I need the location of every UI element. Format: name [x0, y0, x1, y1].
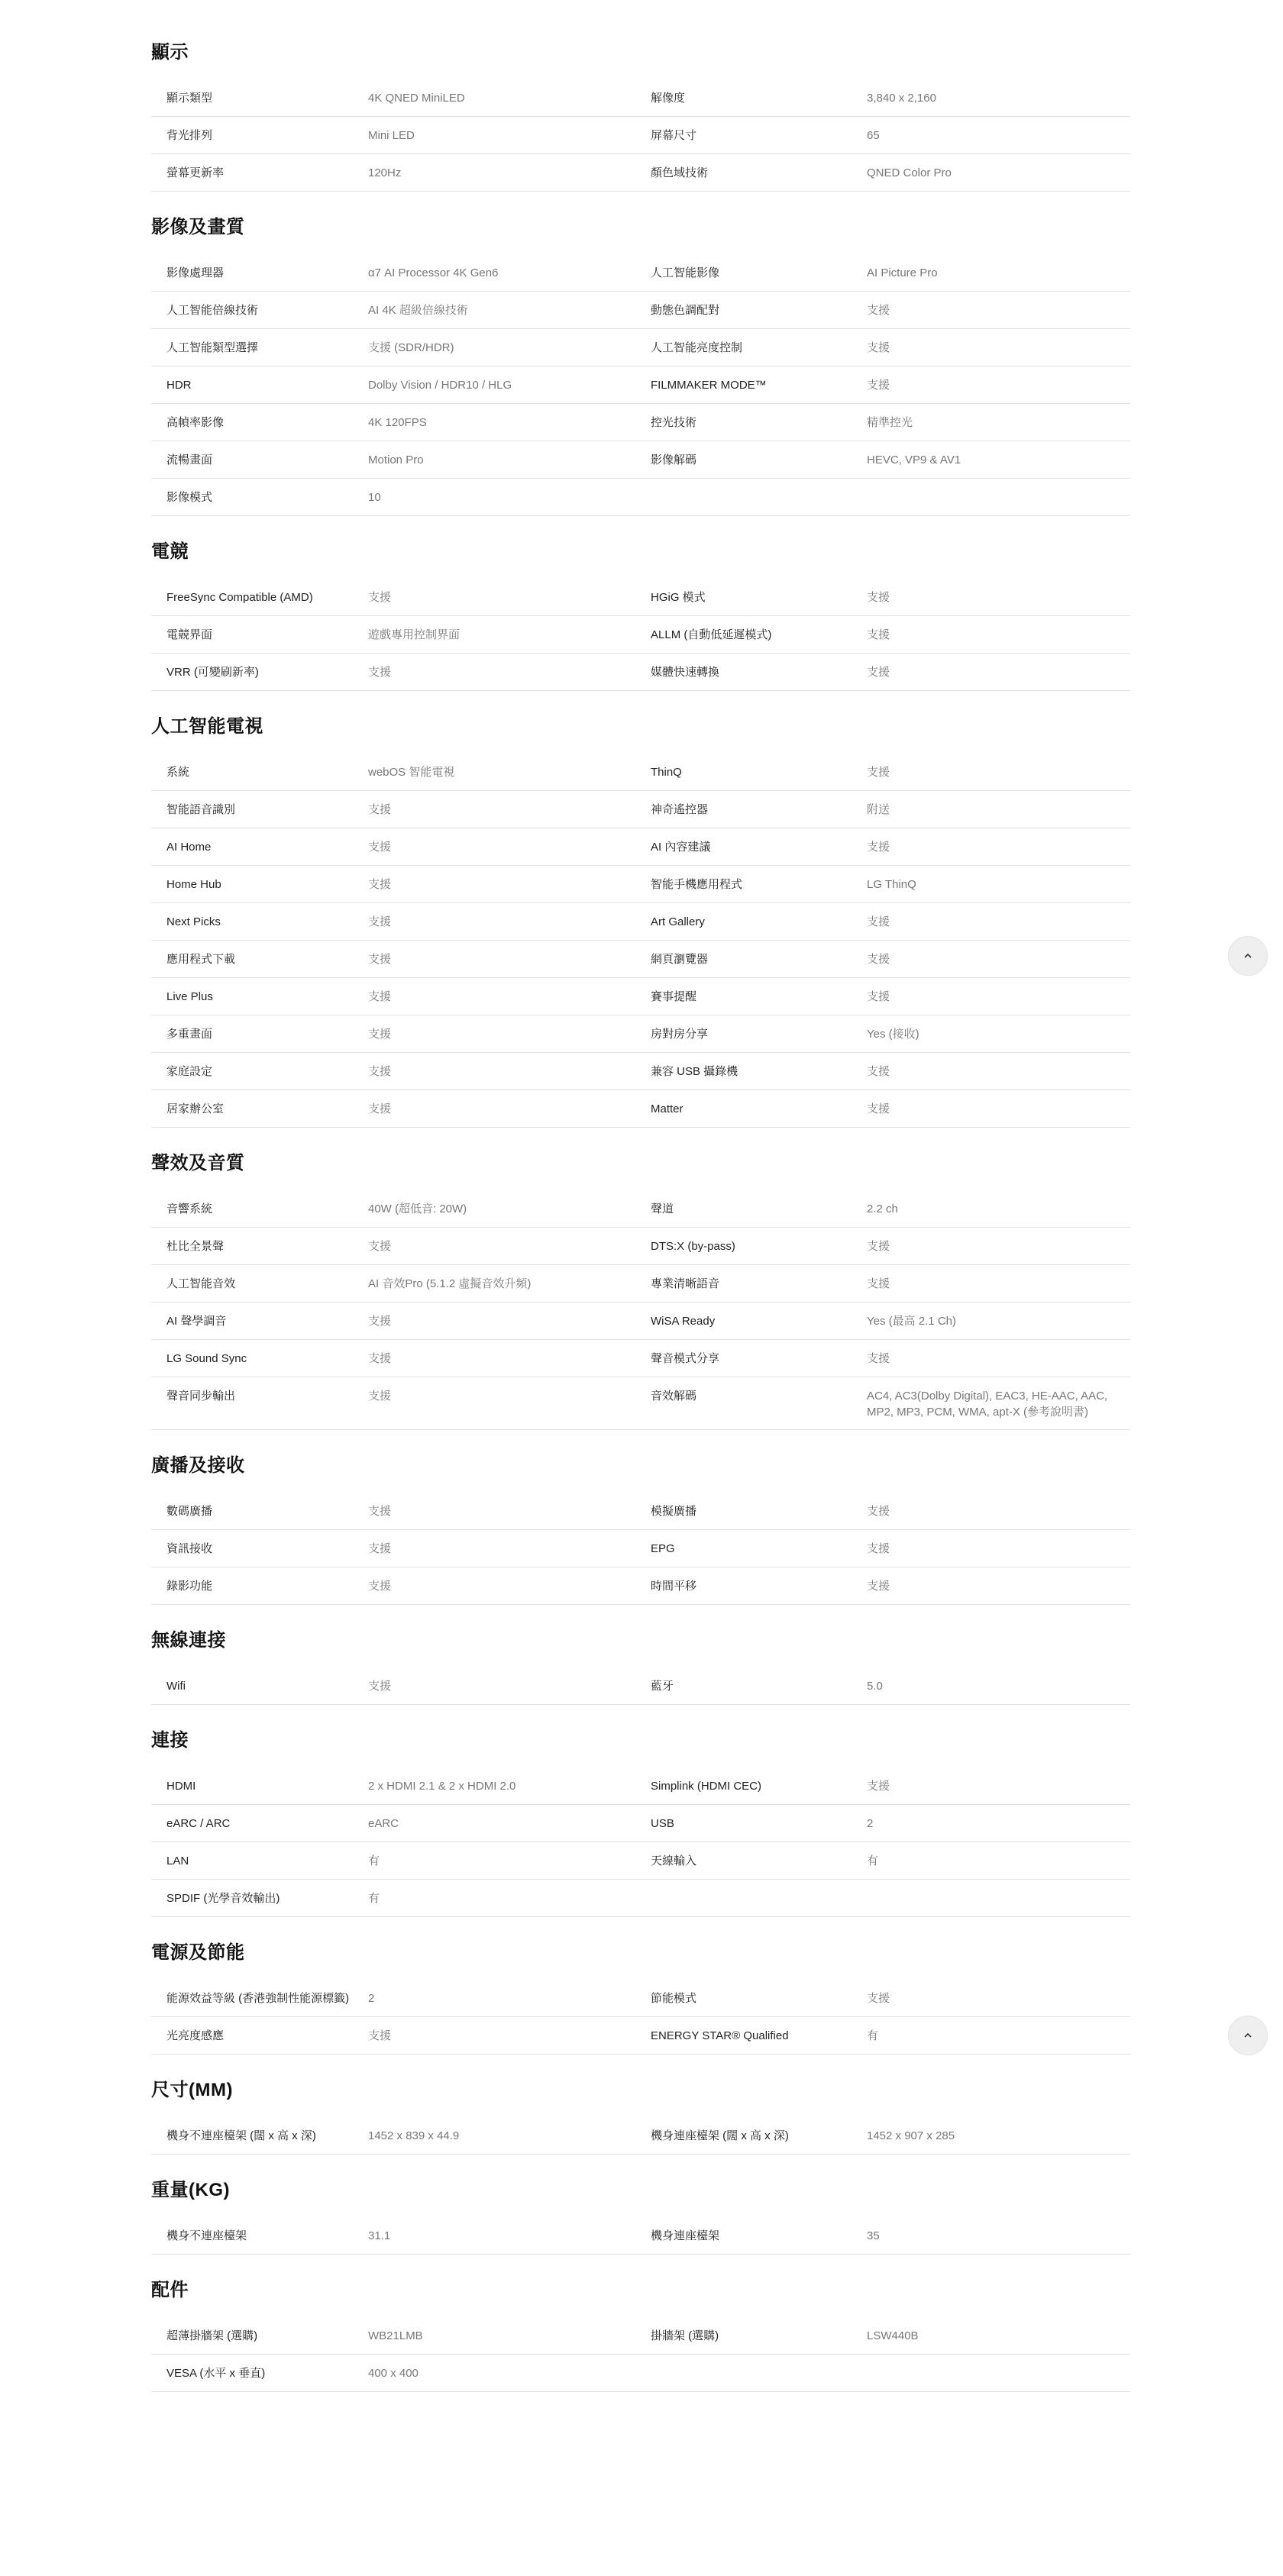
- spec-value: 精準控光: [867, 416, 913, 429]
- spec-label: Wifi: [166, 1680, 186, 1693]
- spec-label: 智能語音識別: [166, 803, 236, 816]
- spec-label: 顏色域技術: [651, 166, 709, 179]
- spec-value: 附送: [867, 803, 890, 816]
- spec-label: 動態色調配對: [651, 304, 720, 317]
- spec-row: [151, 479, 1130, 516]
- spec-row: [151, 1190, 1130, 1228]
- spec-value: Mini LED: [368, 129, 415, 142]
- spec-row: [151, 1567, 1130, 1605]
- spec-label: 高幀率影像: [166, 416, 225, 429]
- spec-label: HGiG 模式: [651, 591, 706, 604]
- spec-value: 支援: [867, 304, 890, 317]
- spec-row: [151, 2017, 1130, 2055]
- spec-value: 支援: [867, 953, 890, 966]
- spec-value: 支援: [867, 1580, 890, 1593]
- spec-label: 神奇遙控器: [651, 803, 709, 816]
- chevron-up-icon: [1242, 950, 1254, 962]
- spec-value: 120Hz: [368, 166, 402, 179]
- spec-value: 支援: [368, 1580, 392, 1593]
- spec-label: FILMMAKER MODE™: [651, 379, 767, 392]
- spec-value: 支援: [867, 766, 890, 779]
- spec-value: 支援: [867, 1542, 890, 1555]
- spec-label: 節能模式: [651, 1992, 697, 2005]
- spec-row: [151, 978, 1130, 1015]
- spec-value: 支援: [867, 990, 890, 1003]
- spec-value: LSW440B: [867, 2329, 919, 2342]
- spec-row: [151, 754, 1130, 791]
- spec-label: 超薄掛牆架 (選購): [166, 2329, 258, 2342]
- section-title: 無線連接: [151, 1630, 226, 1651]
- spec-label: Simplink (HDMI CEC): [651, 1780, 762, 1793]
- spec-label: 智能手機應用程式: [651, 878, 743, 891]
- section-title: 電競: [151, 541, 189, 562]
- spec-value: 10: [368, 491, 381, 504]
- spec-row: [151, 154, 1130, 192]
- spec-row: [151, 1767, 1130, 1805]
- spec-row: [151, 1880, 1130, 1917]
- spec-section: [151, 2168, 1130, 2255]
- spec-label: 天線輸入: [651, 1855, 697, 1867]
- spec-label: 音效解碼: [651, 1390, 697, 1403]
- spec-value: α7 AI Processor 4K Gen6: [368, 266, 499, 279]
- spec-value: 支援: [867, 341, 890, 354]
- spec-value: LG ThinQ: [867, 878, 916, 891]
- spec-value: AI 音效Pro (5.1.2 虛擬音效升頻): [368, 1277, 532, 1290]
- spec-row: [151, 366, 1130, 404]
- section-title: 尺寸(MM): [151, 2080, 233, 2100]
- spec-label: 房對房分享: [651, 1028, 709, 1041]
- spec-label: 影像模式: [166, 491, 213, 504]
- section-title: 連接: [151, 1730, 189, 1751]
- spec-row: [151, 654, 1130, 691]
- spec-label: 居家辦公室: [166, 1102, 225, 1115]
- spec-value: 支援 (SDR/HDR): [368, 341, 454, 354]
- spec-value: 31.1: [368, 2229, 391, 2242]
- spec-label: 電競界面: [166, 628, 213, 641]
- spec-row: [151, 1053, 1130, 1090]
- spec-label: DTS:X (by-pass): [651, 1240, 735, 1253]
- section-title: 人工智能電視: [151, 716, 263, 737]
- section-title: 廣播及接收: [151, 1455, 245, 1476]
- spec-row: [151, 828, 1130, 866]
- spec-label: 音響系統: [166, 1202, 213, 1215]
- spec-value: 2 x HDMI 2.1 & 2 x HDMI 2.0: [368, 1780, 516, 1793]
- spec-row: [151, 292, 1130, 329]
- spec-value: 1452 x 907 x 285: [867, 2129, 955, 2142]
- spec-label: 錄影功能: [166, 1580, 213, 1593]
- section-title: 聲效及音質: [151, 1153, 245, 1173]
- spec-label: 網頁瀏覽器: [651, 953, 709, 966]
- spec-row: [151, 1377, 1130, 1430]
- spec-value: 40W (超低音: 20W): [368, 1202, 467, 1215]
- spec-label: 能源效益等級 (香港強制性能源標籤): [166, 1992, 350, 2005]
- spec-section: [151, 1141, 1130, 1430]
- spec-value: eARC: [368, 1817, 399, 1830]
- spec-row: [151, 1842, 1130, 1880]
- spec-value: Yes (接收): [867, 1028, 919, 1041]
- spec-value: 支援: [368, 1390, 392, 1403]
- spec-row: [151, 1493, 1130, 1530]
- spec-label: 多重畫面: [166, 1028, 213, 1041]
- spec-label: 人工智能倍線技術: [166, 304, 259, 317]
- spec-value: WB21LMB: [368, 2329, 423, 2342]
- spec-label: 聲音同步輸出: [166, 1390, 236, 1403]
- spec-row: [151, 254, 1130, 292]
- spec-value: 支援: [368, 990, 392, 1003]
- spec-row: [151, 1530, 1130, 1567]
- spec-section: [151, 205, 1130, 516]
- spec-value: 支援: [368, 666, 392, 679]
- section-title: 顯示: [151, 42, 189, 63]
- spec-value: HEVC, VP9 & AV1: [867, 454, 961, 466]
- spec-value: 支援: [368, 2029, 392, 2042]
- spec-value: 支援: [368, 803, 392, 816]
- spec-value: 支援: [368, 1065, 392, 1078]
- spec-label: VESA (水平 x 垂直): [166, 2367, 266, 2380]
- spec-label: VRR (可變刷新率): [166, 666, 259, 679]
- spec-row: [151, 1980, 1130, 2017]
- scroll-to-top-button[interactable]: [1228, 936, 1268, 976]
- spec-label: 人工智能亮度控制: [651, 341, 743, 354]
- section-title: 電源及節能: [151, 1942, 245, 1963]
- spec-label: ALLM (自動低延遲模式): [651, 628, 772, 641]
- spec-value: 有: [867, 2029, 879, 2042]
- spec-row: [151, 79, 1130, 117]
- spec-value: 2: [867, 1817, 874, 1830]
- spec-label: 控光技術: [651, 416, 697, 429]
- spec-section: [151, 1719, 1130, 1917]
- spec-value: 2: [368, 1992, 375, 2005]
- spec-label: HDMI: [166, 1780, 196, 1793]
- spec-row: [151, 616, 1130, 654]
- spec-value: 支援: [867, 666, 890, 679]
- spec-label: HDR: [166, 379, 192, 392]
- spec-label: 螢幕更新率: [166, 166, 225, 179]
- spec-value: 支援: [867, 1240, 890, 1253]
- spec-value: 支援: [867, 1352, 890, 1365]
- spec-value: 支援: [368, 1352, 392, 1365]
- spec-label: 聲音模式分享: [651, 1352, 720, 1365]
- spec-value: AI Picture Pro: [867, 266, 938, 279]
- spec-value: 5.0: [867, 1680, 883, 1693]
- spec-value: 支援: [368, 1542, 392, 1555]
- spec-value: 遊戲專用控制界面: [368, 628, 461, 641]
- spec-value: 支援: [867, 379, 890, 392]
- spec-value: 支援: [867, 591, 890, 604]
- spec-value: 支援: [867, 1277, 890, 1290]
- spec-label: 數碼廣播: [166, 1505, 213, 1518]
- spec-value: 1452 x 839 x 44.9: [368, 2129, 460, 2142]
- spec-label: 藍牙: [651, 1680, 674, 1693]
- spec-row: [151, 1090, 1130, 1128]
- spec-value: Yes (最高 2.1 Ch): [867, 1315, 956, 1328]
- spec-label: 解像度: [651, 92, 686, 105]
- spec-label: 屏幕尺寸: [651, 129, 697, 142]
- spec-value: 支援: [368, 878, 392, 891]
- spec-label: 顯示類型: [166, 92, 213, 105]
- spec-value: 2.2 ch: [867, 1202, 898, 1215]
- spec-value: 支援: [368, 1505, 392, 1518]
- spec-label: 人工智能音效: [166, 1277, 236, 1290]
- spec-label: LAN: [166, 1855, 189, 1867]
- spec-label: 光亮度感應: [166, 2029, 225, 2042]
- spec-value: 支援: [368, 1315, 392, 1328]
- spec-value: 有: [368, 1892, 380, 1905]
- spec-row: [151, 1805, 1130, 1842]
- spec-value: 支援: [368, 1680, 392, 1693]
- spec-value: 支援: [368, 953, 392, 966]
- spec-value: 有: [368, 1855, 380, 1867]
- spec-label: AI Home: [166, 841, 212, 854]
- spec-value: 400 x 400: [368, 2367, 419, 2380]
- spec-row: [151, 866, 1130, 903]
- spec-label: USB: [651, 1817, 674, 1830]
- spec-row: [151, 1667, 1130, 1705]
- spec-label: 專業清晰語音: [651, 1277, 720, 1290]
- spec-value: 支援: [867, 628, 890, 641]
- spec-sheet: [151, 31, 1130, 2406]
- spec-row: [151, 2117, 1130, 2155]
- spec-value: 支援: [867, 1780, 890, 1793]
- spec-label: LG Sound Sync: [166, 1352, 247, 1365]
- spec-value: 支援: [867, 841, 890, 854]
- spec-label: ENERGY STAR® Qualified: [651, 2029, 789, 2042]
- spec-value: 3,840 x 2,160: [867, 92, 936, 105]
- spec-label: 人工智能類型選擇: [166, 341, 259, 354]
- spec-row: [151, 1015, 1130, 1053]
- spec-label: EPG: [651, 1542, 675, 1555]
- spec-label: Live Plus: [166, 990, 213, 1003]
- spec-value: AI 4K 超級倍線技術: [368, 304, 468, 317]
- spec-row: [151, 441, 1130, 479]
- section-title: 影像及畫質: [151, 217, 245, 237]
- spec-section: [151, 1931, 1130, 2055]
- spec-label: Art Gallery: [651, 915, 705, 928]
- spec-label: 杜比全景聲: [166, 1240, 225, 1253]
- chevron-up-icon: [1242, 2029, 1254, 2042]
- spec-value: QNED Color Pro: [867, 166, 952, 179]
- spec-section: [151, 31, 1130, 192]
- spec-value: 支援: [867, 915, 890, 928]
- spec-label: Next Picks: [166, 915, 221, 928]
- spec-value: 65: [867, 129, 880, 142]
- spec-label: 機身連座檯架: [651, 2229, 720, 2242]
- spec-label: WiSA Ready: [651, 1315, 716, 1328]
- spec-value: 支援: [867, 1992, 890, 2005]
- spec-value: 35: [867, 2229, 880, 2242]
- spec-value: 支援: [867, 1102, 890, 1115]
- spec-row: [151, 404, 1130, 441]
- spec-label: 應用程式下載: [166, 953, 236, 966]
- spec-row: [151, 791, 1130, 828]
- spec-label: FreeSync Compatible (AMD): [166, 591, 313, 604]
- spec-label: 系統: [166, 766, 190, 779]
- spec-label: 機身連座檯架 (闊 x 高 x 深): [651, 2129, 789, 2142]
- scroll-to-top-button[interactable]: [1228, 2016, 1268, 2055]
- spec-section: [151, 530, 1130, 691]
- spec-row: [151, 329, 1130, 366]
- spec-row: [151, 903, 1130, 941]
- spec-label: 影像解碼: [651, 454, 697, 466]
- spec-value: 支援: [368, 1240, 392, 1253]
- spec-section: [151, 2068, 1130, 2155]
- spec-section: [151, 705, 1130, 1128]
- spec-label: 時間平移: [651, 1580, 697, 1593]
- spec-row: [151, 2317, 1130, 2355]
- spec-section: [151, 2268, 1130, 2392]
- spec-label: 背光排列: [166, 129, 213, 142]
- spec-row: [151, 2355, 1130, 2392]
- spec-label: 模擬廣播: [651, 1505, 697, 1518]
- spec-row: [151, 117, 1130, 154]
- spec-label: Matter: [651, 1102, 684, 1115]
- spec-value: 4K QNED MiniLED: [368, 92, 465, 105]
- spec-label: SPDIF (光學音效輸出): [166, 1892, 280, 1905]
- section-title: 配件: [151, 2280, 189, 2300]
- spec-value: 支援: [368, 591, 392, 604]
- spec-label: 機身不連座檯架 (闊 x 高 x 深): [166, 2129, 316, 2142]
- spec-value: webOS 智能電視: [368, 766, 455, 779]
- spec-value: 支援: [368, 1028, 392, 1041]
- spec-label: AI 內容建議: [651, 841, 711, 854]
- spec-label: 流暢畫面: [166, 454, 213, 466]
- spec-label: 媒體快速轉換: [651, 666, 720, 679]
- spec-value: AC4, AC3(Dolby Digital), EAC3, HE-AAC, AAC, MP2, MP3, PCM, WMA, apt-X (參考說明書): [867, 1390, 1108, 1419]
- spec-row: [151, 1303, 1130, 1340]
- spec-value: 支援: [368, 915, 392, 928]
- spec-value: Dolby Vision / HDR10 / HLG: [368, 379, 512, 392]
- spec-label: 機身不連座檯架: [166, 2229, 247, 2242]
- spec-label: 人工智能影像: [651, 266, 720, 279]
- spec-label: 賽事提醒: [651, 990, 697, 1003]
- spec-label: Home Hub: [166, 878, 221, 891]
- spec-label: 聲道: [651, 1202, 674, 1215]
- spec-section: [151, 1619, 1130, 1705]
- spec-row: [151, 579, 1130, 616]
- spec-label: eARC / ARC: [166, 1817, 231, 1830]
- spec-row: [151, 2217, 1130, 2255]
- spec-label: ThinQ: [651, 766, 682, 779]
- spec-value: 支援: [368, 841, 392, 854]
- spec-row: [151, 1228, 1130, 1265]
- spec-label: AI 聲學調音: [166, 1315, 227, 1328]
- spec-value: Motion Pro: [368, 454, 424, 466]
- spec-label: 影像處理器: [166, 266, 225, 279]
- spec-label: 兼容 USB 攝錄機: [651, 1065, 738, 1078]
- spec-row: [151, 1265, 1130, 1303]
- section-title: 重量(KG): [151, 2180, 230, 2200]
- spec-row: [151, 941, 1130, 978]
- spec-label: 掛牆架 (選購): [651, 2329, 719, 2342]
- spec-label: 資訊接收: [166, 1542, 213, 1555]
- spec-value: 4K 120FPS: [368, 416, 427, 429]
- spec-row: [151, 1340, 1130, 1377]
- spec-value: 支援: [867, 1505, 890, 1518]
- spec-section: [151, 1444, 1130, 1605]
- spec-value: 支援: [867, 1065, 890, 1078]
- spec-value: 支援: [368, 1102, 392, 1115]
- spec-label: 家庭設定: [166, 1065, 213, 1078]
- spec-value: 有: [867, 1855, 879, 1867]
